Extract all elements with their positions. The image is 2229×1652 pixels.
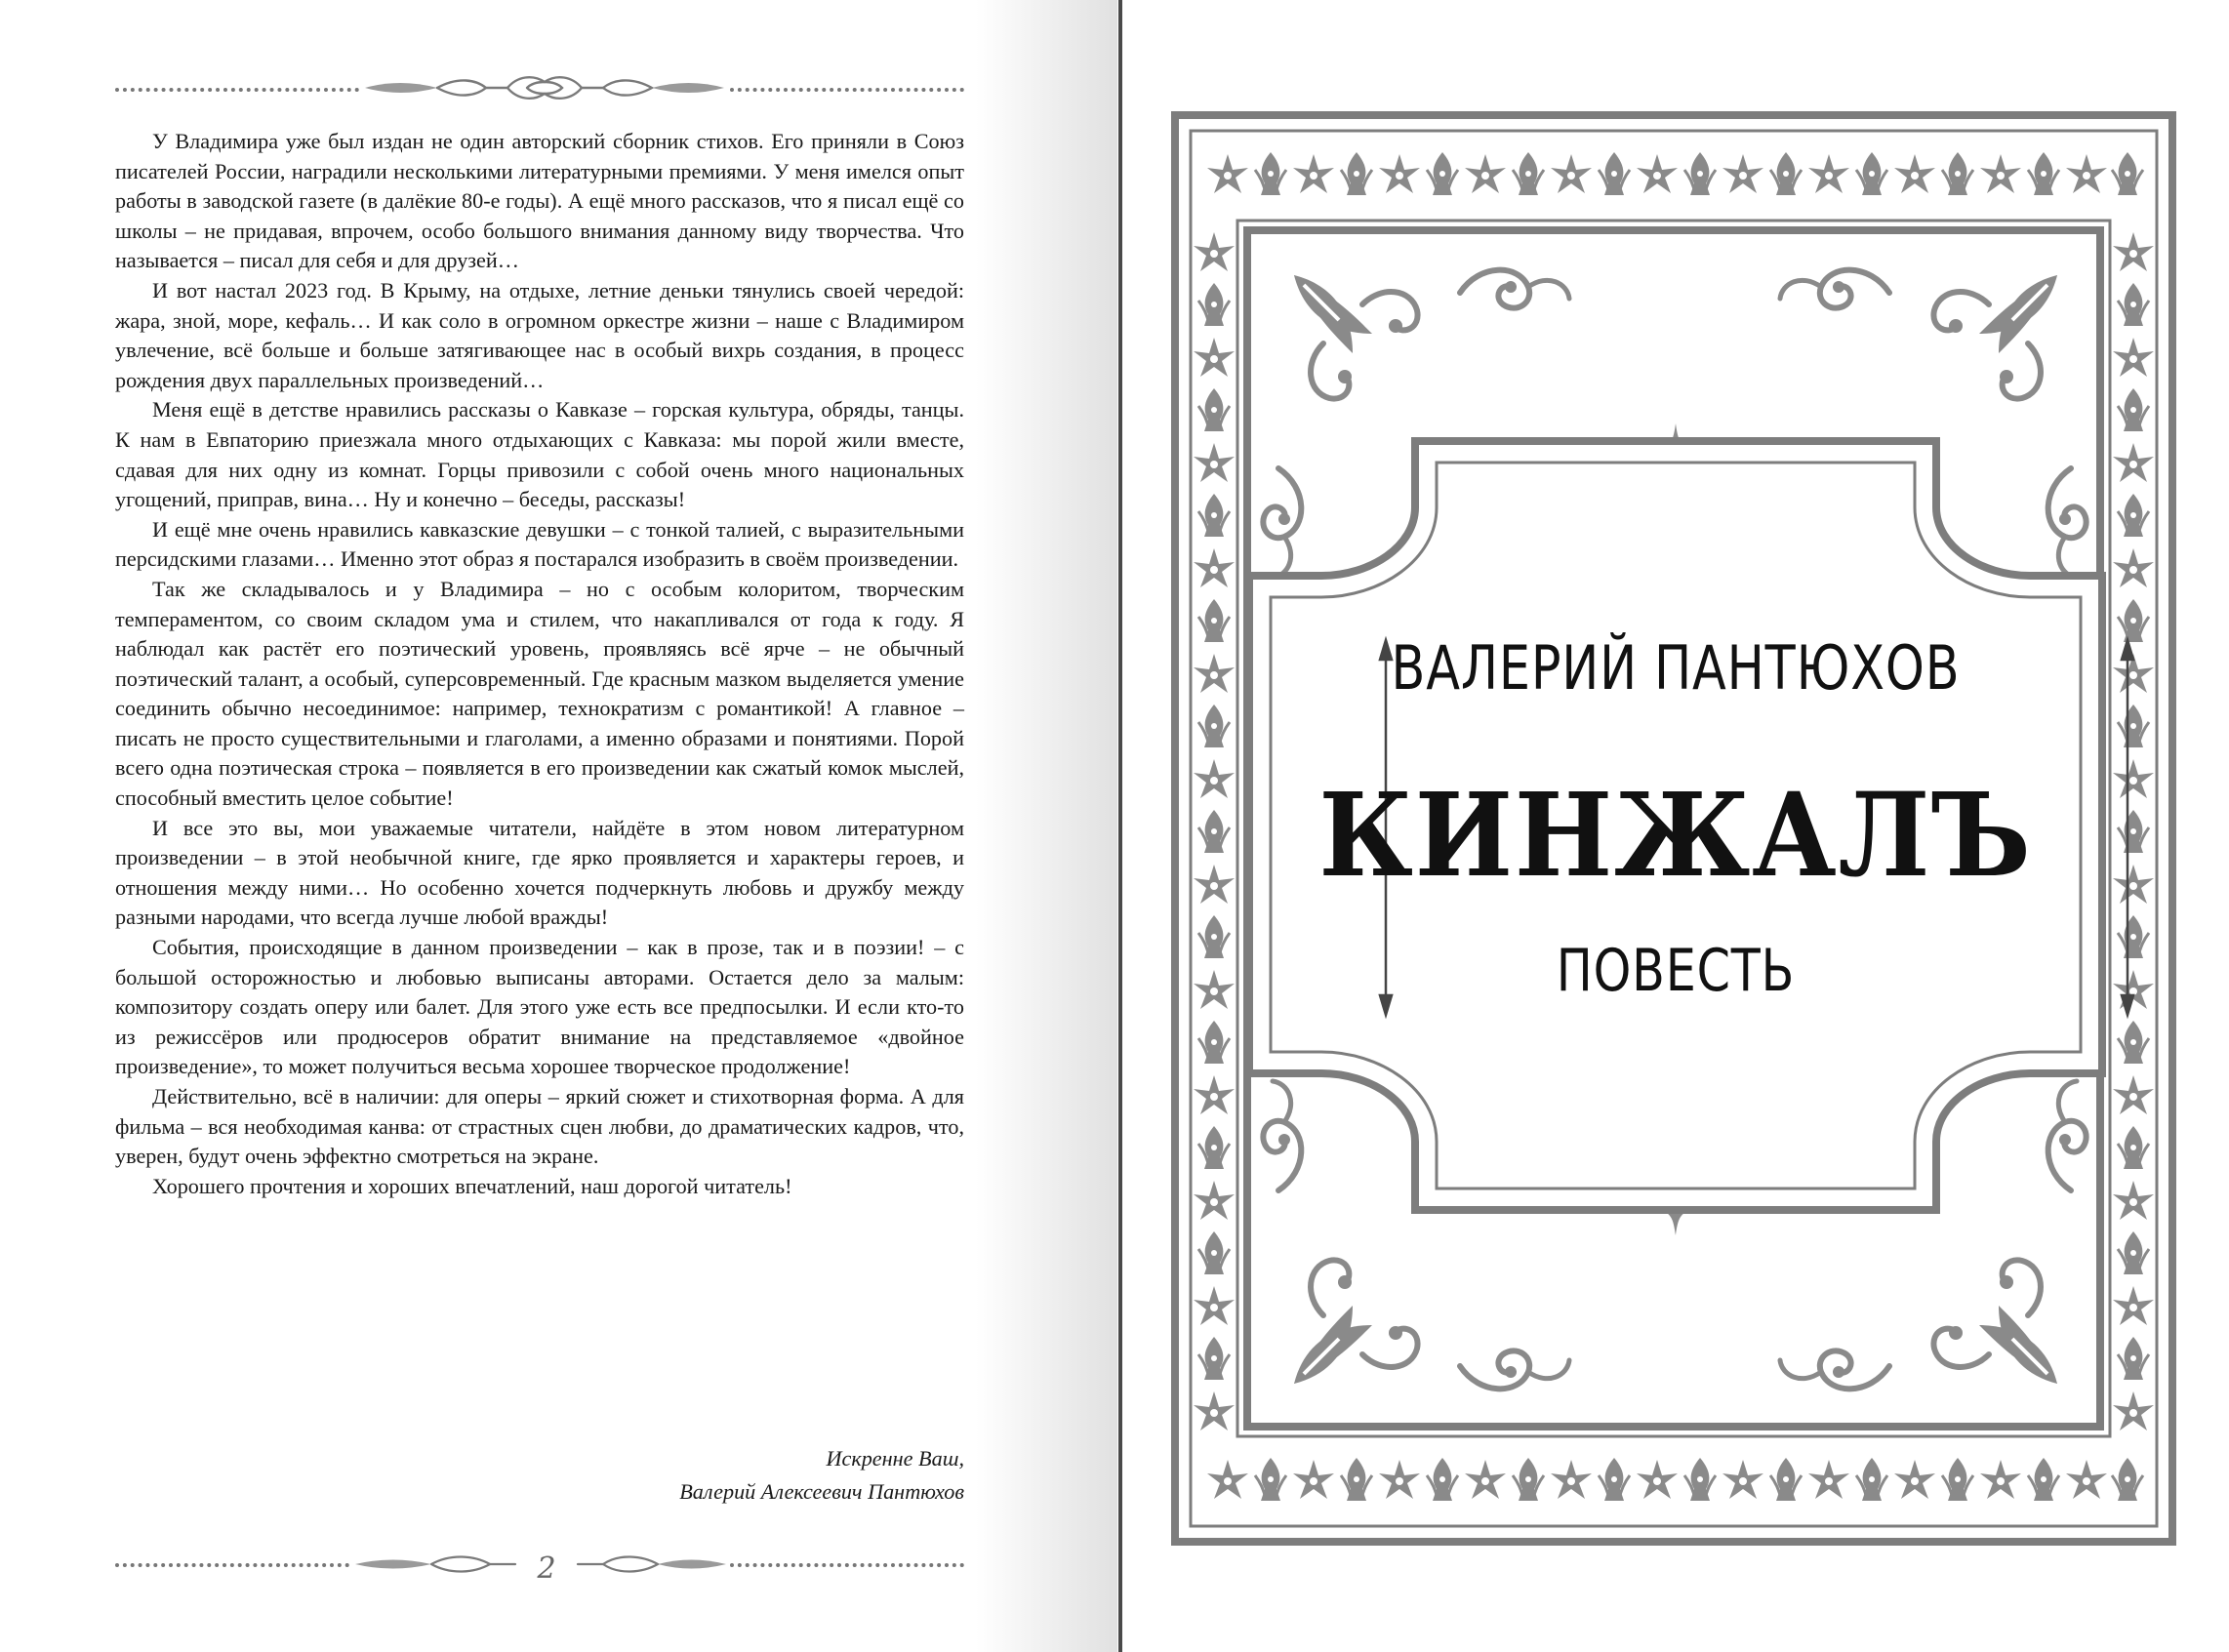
paragraph: Меня ещё в детстве нравились рассказы о Кавказе – горская культура, обряды, танцы. К нам в Евпаторию приезжала много отдыхающих с Кавказа: мы порой жили вместе, сдавая для них одну из комнат. Горцы привозили с собой очень много национальных угощений, приправ, вина… Ну и конечно – беседы, рассказы! bbox=[115, 397, 964, 512]
paragraph: Хорошего прочтения и хороших впечатлений, наш дорогой читатель! bbox=[152, 1173, 792, 1198]
footer-flourish-right-icon bbox=[576, 1550, 728, 1579]
signature-name: Валерий Алексеевич Пантюхов bbox=[679, 1479, 964, 1504]
cover-page bbox=[1122, 0, 2229, 1652]
cover-genre: ПОВЕСТЬ bbox=[1556, 937, 1796, 1005]
footer-dotted-rule-left bbox=[115, 1563, 349, 1567]
footer-flourish-left-icon bbox=[353, 1550, 519, 1579]
gutter-shadow bbox=[976, 0, 1117, 1652]
preface-text bbox=[115, 127, 964, 1201]
paragraph: И ещё мне очень нравились кавказские девушки – с тонкой талией, с выразительными персидскими глазами… Именно этот образ я постарался изобразить в своём произведении. bbox=[115, 516, 964, 572]
paragraph: И вот настал 2023 год. В Крыму, на отдыхе, летние деньки тянулись своей чередой: жара, зной, море, кефаль… И как соло в огромном оркестре жизни – наше с Владимиром увлечение, всё больше и больше затягивающее нас в особый вихрь создания, в процесс рождения двух параллельных произведений… bbox=[115, 277, 964, 392]
paragraph: События, происходящие в данном произведении – как в прозе, так и в поэзии! – с большой осторожностью и любовью выписаны авторами. Остается дело за малым: композитору создать оперу или балет. Для этого уже есть все предпосылки. И если кто-то из режиссёров или продюсеров обратит внимание на представляемое «двойное произведение», то может получиться весьма хорошее творческое продолжение! bbox=[115, 935, 964, 1079]
cover-title: КИНЖАЛЪ bbox=[1318, 767, 2033, 903]
footer-dotted-rule-right bbox=[730, 1563, 964, 1567]
page-number: 2 bbox=[537, 1551, 556, 1586]
signature-closing: Искренне Ваш, bbox=[826, 1446, 964, 1471]
paragraph: Так же складывалось и у Владимира – но с особым колоритом, творческим темпераментом, со своим складом ума и стилем, что накапливался от года к году. Я наблюдал как растёт его поэтический уровень, проявляясь всё ярче – не обычный поэтический талант, а особый, суперсовременный. Где красным мазком выделяется умение соединить обычно несоединимое: например, технократизм с романтикой! А главное – писать не просто существительными и глаголами, а именно образами и понятиями. Порой всего одна поэтическая строка – появляется в его произведении как сжатый комок мыслей, способный вместить целое событие! bbox=[115, 576, 964, 811]
cover-author: ВАЛЕРИЙ ПАНТЮХОВ bbox=[1391, 632, 1961, 704]
signature bbox=[679, 1442, 964, 1509]
header-flourish-icon bbox=[361, 70, 728, 105]
header-dotted-rule-right bbox=[730, 88, 964, 92]
paragraph: Действительно, всё в наличии: для оперы – яркий сюжет и стихотворная форма. А для фильма – вся необходимая канва: от страстных сцен любви, до драматических кадров, что, уверен, будут очень эффектно смотреться на экране. bbox=[115, 1084, 964, 1169]
left-page bbox=[0, 0, 1113, 1652]
header-dotted-rule-left bbox=[115, 88, 359, 92]
paragraph: У Владимира уже был издан не один авторский сборник стихов. Его приняли в Союз писателей России, наградили несколькими литературными премиями. У меня имелся опыт работы в заводской газете (в далёкие 80-е годы). А ещё много рассказов, что я писал ещё со школы – не придавая, впрочем, особо большого внимания данному виду творчества. Что называется – писал для себя и для друзей… bbox=[115, 129, 964, 273]
paragraph: И все это вы, мои уважаемые читатели, найдёте в этом новом литературном произведении – в этой необычной книге, где ярко проявляется и характеры героев, и отношения между ними… Но особенно хочется подчеркнуть любовь и дружбу между разными народами, что всегда лучше любой вражды! bbox=[115, 815, 964, 930]
